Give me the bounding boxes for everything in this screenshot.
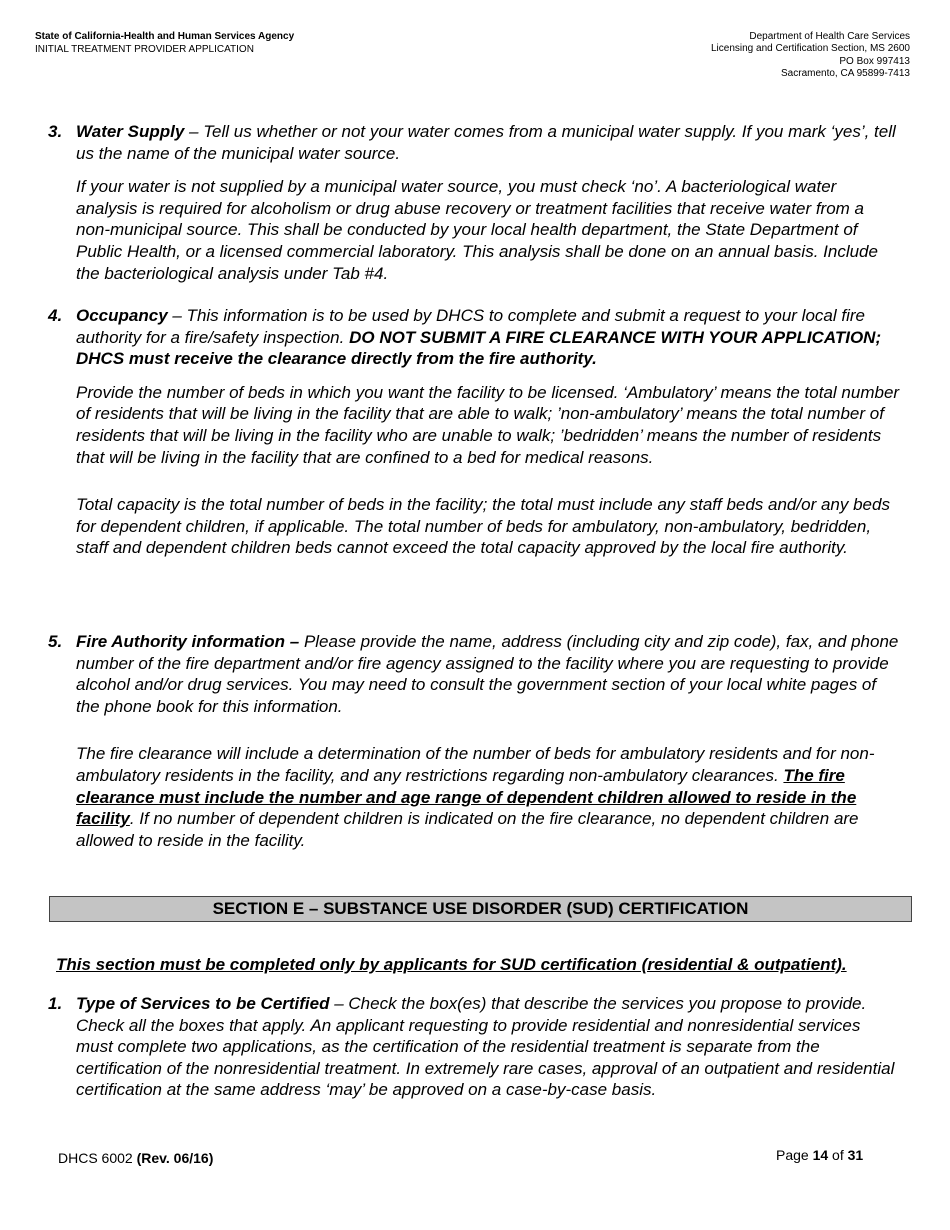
item-number: 3. <box>48 122 63 141</box>
dept-line: Sacramento, CA 95899-7413 <box>781 67 910 79</box>
section-e-header: SECTION E – SUBSTANCE USE DISORDER (SUD) CERTIFICATION <box>49 896 912 922</box>
page-header-right <box>711 31 910 80</box>
paragraph: Total capacity is the total number of beds in the facility; the total must include any staff beds and/or any beds for dependent children, if applicable. The total number of beds for ambulatory, non-ambulatory, bedridden, staff and dependent children beds cannot exceed the total capacity approved by the local fire authority. <box>76 495 890 558</box>
dept-line: Department of Health Care Services <box>749 31 910 42</box>
paragraph <box>76 305 900 370</box>
paragraph <box>76 631 900 717</box>
item-fire-authority <box>48 631 900 851</box>
form-title: INITIAL TREATMENT PROVIDER APPLICATION <box>35 44 254 55</box>
item-title: Type of Services to be Certified <box>76 994 330 1013</box>
form-revision: (Rev. 06/16) <box>136 1150 214 1166</box>
item-title: Fire Authority information – <box>76 632 300 651</box>
page-current: 14 <box>812 1147 829 1163</box>
text: Please provide the name, address (including city and zip code), fax, and phone number of the fire department and/or fire agency assigned to the facility where you are requesting to provide alcohol and/or drug services. You may need to consult the government section of your local white pages of the phone book for this information. <box>76 632 899 716</box>
text: The fire clearance will include a determination of the number of beds for ambulatory residents and for non-ambulatory residents in the facility, and any restrictions regarding non-ambulatory clearances. <box>76 744 875 785</box>
paragraph <box>76 121 900 164</box>
page-of: of <box>828 1147 848 1163</box>
text: – This information is to be used by DHCS to complete and submit a request to your local fire authority for a fire/safety inspection. <box>76 306 865 347</box>
text: – Check the box(es) that describe the services you propose to provide. Check all the boxes that apply. An applicant requesting to provide residential and nonresidential services must complete two applications, as the certification of the residential treatment is separate from the certification of the nonresidential treatment. In extremely rare cases, approval of an outpatient and residential certification at the same address ‘may’ be approved on a case-by-case basis. <box>76 994 895 1100</box>
form-number <box>58 1150 213 1166</box>
item-title: Water Supply <box>76 122 185 141</box>
page-header-left <box>35 30 294 56</box>
item-number: 5. <box>48 632 63 651</box>
bold-underline-requirement: The fire clearance must include the number and age range of dependent children allowed to reside in the facility <box>76 765 857 829</box>
page-label: Page <box>776 1147 813 1163</box>
paragraph <box>76 993 900 1101</box>
form-id: DHCS 6002 <box>58 1150 137 1166</box>
item-occupancy <box>48 305 900 559</box>
dept-line: PO Box 997413 <box>839 55 910 67</box>
page-total: 31 <box>847 1147 864 1163</box>
paragraph <box>76 743 900 851</box>
section-e-notice: This section must be completed only by applicants for SUD certification (residential & outpatient). <box>56 955 847 974</box>
item-number: 4. <box>48 306 63 325</box>
text: . If no number of dependent children is indicated on the fire clearance, no dependent children are allowed to reside in the facility. <box>76 809 859 850</box>
agency-name: State of California-Health and Human Services Agency <box>35 31 295 42</box>
paragraph: Provide the number of beds in which you want the facility to be licensed. ‘Ambulatory’ means the total number of residents that will be living in the facility that are able to walk; ’non-ambulatory’ means the total number of residents that will be living in the facility who are unable to walk; ’bedridden’ means the number of residents that will be living in the facility that are confined to a bed for medical reasons. <box>76 382 900 467</box>
dept-line: Licensing and Certification Section, MS 2600 <box>710 43 910 55</box>
bold-warning: DO NOT SUBMIT A FIRE CLEARANCE WITH YOUR APPLICATION; DHCS must receive the clearance directly from the fire authority. <box>76 327 882 369</box>
paragraph: If your water is not supplied by a municipal water source, you must check ‘no’. A bacteriological water analysis is required for alcoholism or drug abuse recovery or treatment facilities that receive water from a non-municipal source. This shall be conducted by your local health department, the State Department of Public Health, or a licensed commercial laboratory. This analysis shall be done on an annual basis. Include the bacteriological analysis under Tab #4. <box>76 177 878 283</box>
text: – Tell us whether or not your water comes from a municipal water supply. If you mark ‘yes’, tell us the name of the municipal water source. <box>76 122 896 163</box>
item-water-supply <box>48 121 900 284</box>
item-title: Occupancy <box>76 306 168 325</box>
item-number: 1. <box>48 994 63 1013</box>
page-number <box>776 1147 863 1163</box>
item-type-of-services <box>48 993 900 1101</box>
